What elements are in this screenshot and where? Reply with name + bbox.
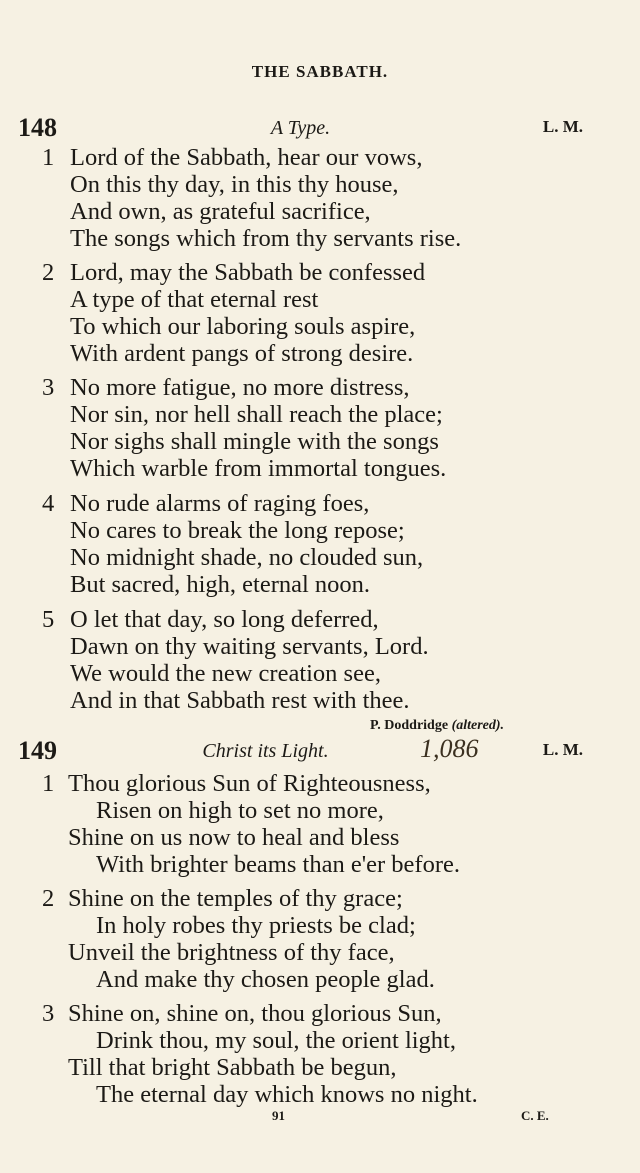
verse-line: But sacred, high, eternal noon.	[70, 571, 371, 598]
verse-line: On this thy day, in this thy house,	[70, 171, 399, 198]
verse-line: Lord of the Sabbath, hear our vows,	[70, 144, 423, 171]
verse-line: Which warble from immortal tongues.	[70, 455, 447, 482]
verse-number: 1	[42, 144, 55, 171]
verse-number: 1	[42, 770, 55, 797]
verse-line: Lord, may the Sabbath be confessed	[70, 259, 426, 286]
verse-number: 2	[42, 259, 55, 286]
running-head: THE SABBATH.	[251, 62, 389, 81]
verse-line: Nor sin, nor hell shall reach the place;	[70, 401, 443, 428]
hymn-149-header	[18, 736, 583, 766]
hymn-148-header	[18, 113, 583, 143]
verse-line: No cares to break the long repose;	[70, 517, 405, 544]
hymn-meter: L. M.	[542, 740, 583, 759]
verse-number: 3	[42, 374, 55, 401]
handwritten-annotation: 1,086	[420, 734, 479, 763]
verse-number: 5	[42, 606, 55, 633]
verse-number: 2	[42, 885, 55, 912]
verse-line: Unveil the brightness of thy face,	[68, 939, 395, 966]
verse-line: No rude alarms of raging foes,	[70, 490, 370, 517]
verse-line: Dawn on thy waiting servants, Lord.	[70, 633, 429, 660]
verse-line: The eternal day which knows no night.	[96, 1081, 478, 1108]
verse-line: Till that bright Sabbath be begun,	[68, 1054, 397, 1081]
verse-line: Shine on us now to heal and bless	[68, 824, 400, 851]
verse-line: Shine on the temples of thy grace;	[68, 885, 403, 912]
verse-line: O let that day, so long deferred,	[70, 606, 379, 633]
verse-line: A type of that eternal rest	[70, 286, 319, 313]
verse-line: Thou glorious Sun of Righteousness,	[68, 770, 431, 797]
verse-line: No midnight shade, no clouded sun,	[70, 544, 424, 571]
verse-line: To which our laboring souls aspire,	[70, 313, 416, 340]
verse-line: Risen on high to set no more,	[96, 797, 384, 824]
hymn-title: A Type.	[270, 117, 331, 139]
hymn-number: 149	[18, 736, 57, 765]
verse-line: The songs which from thy servants rise.	[70, 225, 462, 252]
verse-line: With brighter beams than e'er before.	[96, 851, 460, 878]
verse-line: And make thy chosen people glad.	[96, 966, 435, 993]
verse-line: And in that Sabbath rest with thee.	[70, 687, 410, 714]
verse-line: Shine on, shine on, thou glorious Sun,	[68, 1000, 442, 1027]
verse-line: With ardent pangs of strong desire.	[70, 340, 414, 367]
verse-number: 4	[42, 490, 55, 517]
page-number: 91	[272, 1108, 285, 1123]
hymn-meter: L. M.	[542, 117, 583, 136]
signature-mark: C. E.	[521, 1108, 549, 1123]
hymn-title: Christ its Light.	[202, 740, 329, 762]
attribution: P. Doddridge (altered).	[370, 718, 505, 733]
verse-line: In holy robes thy priests be clad;	[96, 912, 416, 939]
verse-line: Nor sighs shall mingle with the songs	[70, 428, 439, 455]
verse-line: And own, as grateful sacrifice,	[70, 198, 371, 225]
hymn-number: 148	[18, 113, 57, 142]
verse-number: 3	[42, 1000, 55, 1027]
verse-line: We would the new creation see,	[70, 660, 381, 687]
verse-line: No more fatigue, no more distress,	[70, 374, 410, 401]
verse-line: Drink thou, my soul, the orient light,	[96, 1027, 456, 1054]
